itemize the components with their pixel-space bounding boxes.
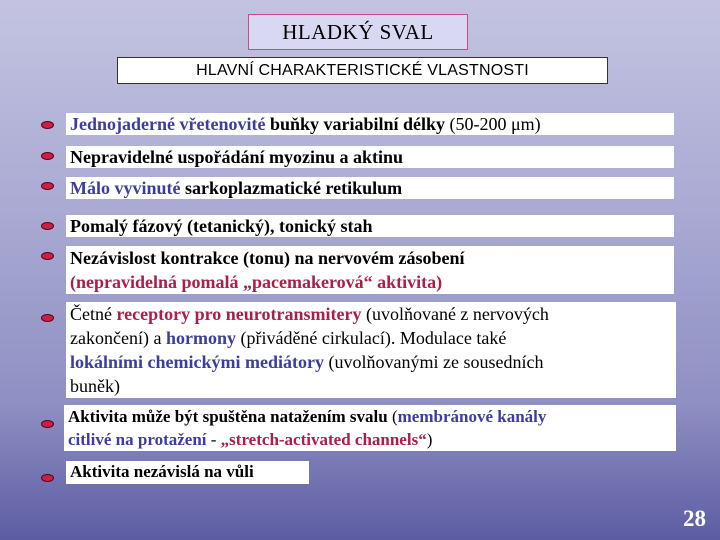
bullet-marker (41, 474, 54, 482)
item-text: hormony (165, 328, 236, 348)
item-text: citlivé na protažení (68, 430, 207, 449)
item-text: ( (387, 407, 398, 426)
item-text: Aktivita nezávislá na vůli (70, 462, 254, 481)
bullet-marker (41, 222, 54, 230)
item-text: (uvolňované z nervových (361, 304, 549, 324)
item-text: buňky variabilní délky (265, 114, 446, 134)
item-text: zakončení) a (70, 328, 166, 348)
item-text: Nezávislost kontrakce (tonu) na nervovém zásobení (70, 248, 465, 268)
item-text: Aktivita může být spuštěna natažením svalu (68, 407, 388, 426)
property-item (64, 405, 676, 451)
bullet-marker (41, 314, 54, 322)
property-item (66, 215, 674, 237)
property-item (66, 302, 676, 398)
item-text: buněk) (70, 376, 120, 396)
property-item (66, 113, 674, 135)
bullet-marker (41, 182, 54, 190)
item-text: receptory pro neurotransmitery (116, 304, 362, 324)
item-text: (50-200 μm) (445, 114, 541, 134)
slide-title: HLADKÝ SVAL (248, 14, 468, 50)
item-text: membránové kanály (397, 407, 547, 426)
property-item (66, 146, 674, 168)
item-text: Málo vyvinuté (70, 178, 181, 198)
bullet-marker (41, 121, 54, 129)
item-text: „stretch-activated channels“ (220, 430, 427, 449)
bullet-marker (41, 252, 54, 260)
page-number: 28 (683, 506, 706, 531)
bullet-marker (41, 152, 54, 160)
item-text: lokálními chemickými mediátory (70, 352, 324, 372)
item-text: (nepravidelná pomalá „pacemakerová“ aktivita) (70, 272, 443, 292)
property-item (66, 461, 309, 484)
property-item (66, 177, 674, 199)
item-text: Nepravidelné uspořádání myozinu a aktinu (70, 147, 404, 167)
item-text: - (206, 430, 221, 449)
bullet-marker (41, 420, 54, 428)
item-text: (přiváděné cirkulací). Modulace také (235, 328, 507, 348)
item-text: (uvolňovanými ze sousedních (323, 352, 544, 372)
item-text: Jednojaderné vřetenovité (70, 114, 266, 134)
item-text: sarkoplazmatické retikulum (180, 178, 403, 198)
item-text: Četné (70, 304, 117, 324)
property-item (66, 246, 674, 294)
item-text: Pomalý fázový (tetanický), tonický stah (70, 216, 373, 236)
item-text: ) (426, 430, 433, 449)
slide-subtitle: HLAVNÍ CHARAKTERISTICKÉ VLASTNOSTI (117, 57, 608, 84)
